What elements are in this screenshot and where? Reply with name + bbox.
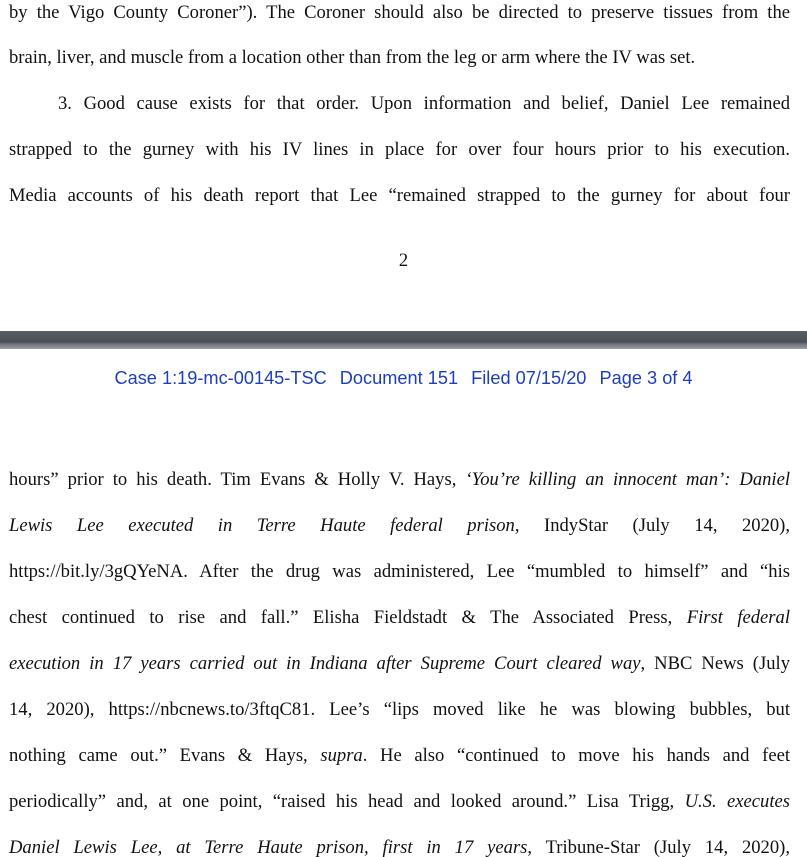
- case-number: Case 1:19-mc-00145-TSC: [114, 368, 327, 388]
- citation-title: U.S. executes: [684, 791, 790, 812]
- text-line: Lewis Lee executed in Terre Haute federal prison, IndyStar (July 14, 2020),: [9, 515, 791, 536]
- text-line: nothing came out.” Evans & Hays, supra. He also “continued to move his hands and feet: [9, 745, 790, 766]
- text-line: https://bit.ly/3gQYeNA. After the drug was administered, Lee “mumbled to himself” and “his: [9, 561, 790, 582]
- page-indicator: Page 3 of 4: [599, 368, 693, 388]
- case-header: [0, 367, 807, 389]
- text-line: periodically” and, at one point, “raised his head and looked around.” Lisa Trigg, U.S. executes: [9, 791, 790, 812]
- page-number: 2: [398, 250, 409, 271]
- text-line: strapped to the gurney with his IV lines in place for over four hours prior to his execution.: [9, 139, 790, 160]
- document-number: Document 151: [339, 368, 459, 388]
- text-line: hours” prior to his death. Tim Evans & Holly V. Hays, ‘You’re killing an innocent man’: Daniel: [9, 469, 790, 490]
- text-line: brain, liver, and muscle from a location other than from the leg or arm where the IV was set.: [9, 47, 696, 68]
- citation-signal: supra: [320, 745, 363, 766]
- filed-date: Filed 07/15/20: [471, 368, 587, 388]
- citation-title: Lewis Lee executed in Terre Haute federal prison: [9, 515, 515, 536]
- text-line: chest continued to rise and fall.” Elisha Fieldstadt & The Associated Press, First federal: [9, 607, 790, 628]
- text-line: 14, 2020), https://nbcnews.to/3ftqC81. Lee’s “lips moved like he was blowing bubbles, but: [9, 699, 790, 720]
- text-line: Media accounts of his death report that Lee “remained strapped to the gurney for about four: [9, 185, 790, 206]
- citation-title: Daniel Lewis Lee, at Terre Haute prison, first in 17 years: [9, 837, 528, 857]
- citation-title: First federal: [686, 607, 790, 628]
- text-line: Daniel Lewis Lee, at Terre Haute prison, first in 17 years, Tribune-Star (July 14, 2020),: [9, 837, 790, 857]
- citation-title: ‘You’re killing an innocent man’: Daniel: [465, 469, 790, 490]
- citation-title: execution in 17 years carried out in Indiana after Supreme Court cleared way: [9, 653, 641, 674]
- text-line: execution in 17 years carried out in Indiana after Supreme Court cleared way, NBC News (July: [9, 653, 790, 674]
- page-divider: [0, 331, 807, 349]
- paragraph-start-line: 3. Good cause exists for that order. Upon information and belief, Daniel Lee remained: [58, 93, 790, 114]
- text-line: by the Vigo County Coroner”). The Coroner should also be directed to preserve tissues from the: [9, 2, 790, 23]
